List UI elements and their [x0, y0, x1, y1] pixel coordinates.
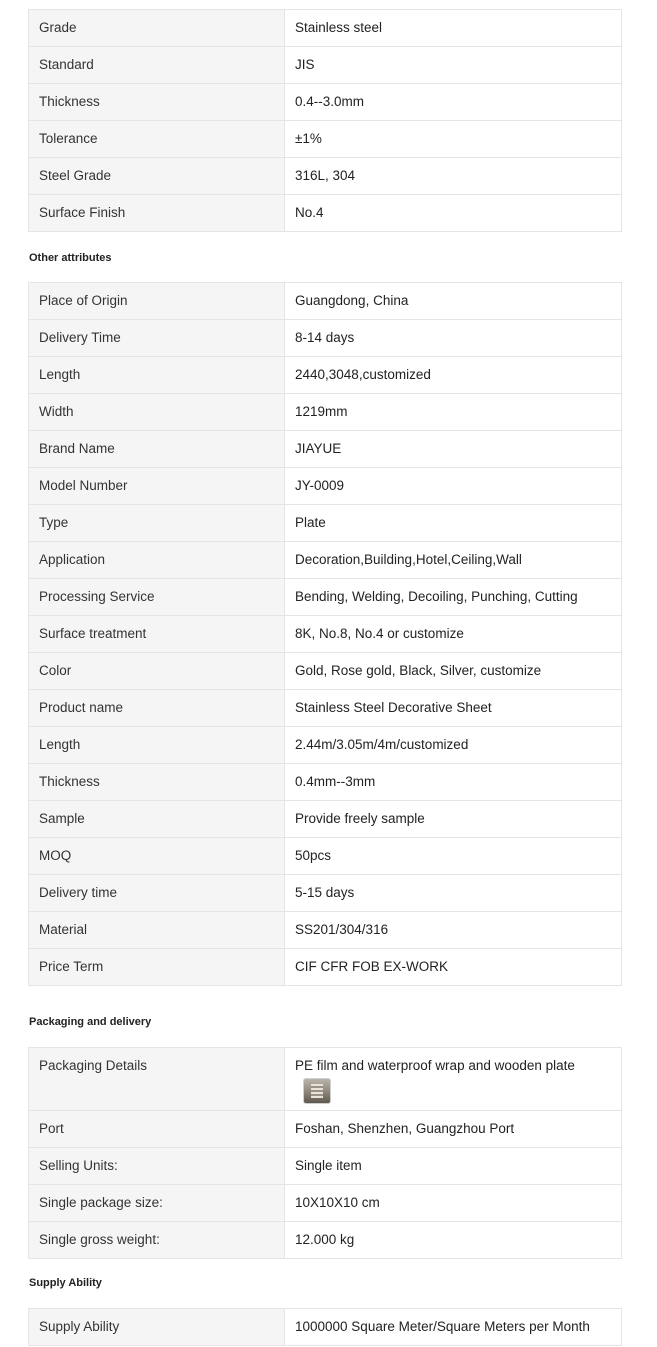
attr-value: CIF CFR FOB EX-WORK — [285, 949, 622, 986]
attr-value: JIS — [285, 47, 622, 84]
section-title-packaging: Packaging and delivery — [29, 1016, 152, 1028]
attr-key: Type — [29, 505, 285, 542]
table-row — [29, 283, 622, 320]
attr-key: Selling Units: — [29, 1148, 285, 1185]
attr-key: Place of Origin — [29, 283, 285, 320]
table-row — [29, 320, 622, 357]
table-row — [29, 1309, 622, 1346]
table-row — [29, 195, 622, 232]
section-title-supply-ability: Supply Ability — [29, 1277, 102, 1289]
attr-value: Stainless steel — [285, 10, 622, 47]
supply-ability-table — [28, 1308, 622, 1346]
table-row — [29, 431, 622, 468]
attr-key: Price Term — [29, 949, 285, 986]
table-row — [29, 690, 622, 727]
table-row — [29, 1048, 622, 1111]
attr-value: Provide freely sample — [285, 801, 622, 838]
attr-value: 8K, No.8, No.4 or customize — [285, 616, 622, 653]
attr-value: 1000000 Square Meter/Square Meters per Month — [285, 1309, 622, 1346]
attr-value: JIAYUE — [285, 431, 622, 468]
attr-key: Port — [29, 1111, 285, 1148]
attr-key: MOQ — [29, 838, 285, 875]
attr-key: Steel Grade — [29, 158, 285, 195]
attr-value: Guangdong, China — [285, 283, 622, 320]
table-row — [29, 1148, 622, 1185]
attr-value: Single item — [285, 1148, 622, 1185]
attr-value: 50pcs — [285, 838, 622, 875]
attr-key: Product name — [29, 690, 285, 727]
attr-value: Gold, Rose gold, Black, Silver, customize — [285, 653, 622, 690]
table-row — [29, 47, 622, 84]
table-row — [29, 912, 622, 949]
table-row — [29, 1185, 622, 1222]
table-row — [29, 764, 622, 801]
packaging-image-thumbnail[interactable] — [303, 1078, 331, 1104]
attr-value: 10X10X10 cm — [285, 1185, 622, 1222]
attr-key: Color — [29, 653, 285, 690]
attr-key: Width — [29, 394, 285, 431]
attr-key: Length — [29, 357, 285, 394]
attr-key: Standard — [29, 47, 285, 84]
attr-value: SS201/304/316 — [285, 912, 622, 949]
attr-key: Grade — [29, 10, 285, 47]
attr-value: Foshan, Shenzhen, Guangzhou Port — [285, 1111, 622, 1148]
table-row — [29, 121, 622, 158]
attr-value: Stainless Steel Decorative Sheet — [285, 690, 622, 727]
attr-key: Delivery time — [29, 875, 285, 912]
attr-value: JY-0009 — [285, 468, 622, 505]
table-row — [29, 158, 622, 195]
attr-value: PE film and waterproof wrap and wooden plate — [295, 1058, 575, 1073]
key-attributes-body — [29, 10, 622, 232]
attr-value: 1219mm — [285, 394, 622, 431]
attr-key: Tolerance — [29, 121, 285, 158]
attr-key: Thickness — [29, 764, 285, 801]
attr-value: 316L, 304 — [285, 158, 622, 195]
table-row — [29, 505, 622, 542]
attr-value: 12.000 kg — [285, 1222, 622, 1259]
attr-key: Thickness — [29, 84, 285, 121]
attr-value: 2440,3048,customized — [285, 357, 622, 394]
attr-key: Application — [29, 542, 285, 579]
table-row — [29, 801, 622, 838]
packaging-body — [29, 1048, 622, 1259]
table-row — [29, 875, 622, 912]
table-row — [29, 10, 622, 47]
attr-key: Single gross weight: — [29, 1222, 285, 1259]
attr-key: Supply Ability — [29, 1309, 285, 1346]
table-row — [29, 838, 622, 875]
other-attributes-body — [29, 283, 622, 986]
table-row — [29, 579, 622, 616]
attr-key: Material — [29, 912, 285, 949]
attr-value: 0.4--3.0mm — [285, 84, 622, 121]
attr-key: Packaging Details — [29, 1048, 285, 1111]
table-row — [29, 468, 622, 505]
other-attributes-table — [28, 282, 622, 986]
attr-key: Single package size: — [29, 1185, 285, 1222]
table-row — [29, 727, 622, 764]
attr-key: Surface Finish — [29, 195, 285, 232]
attr-key: Surface treatment — [29, 616, 285, 653]
packaging-table — [28, 1047, 622, 1259]
attr-value: 8-14 days — [285, 320, 622, 357]
attr-key: Length — [29, 727, 285, 764]
attr-value: ±1% — [285, 121, 622, 158]
table-row — [29, 84, 622, 121]
table-row — [29, 653, 622, 690]
supply-ability-body — [29, 1309, 622, 1346]
key-attributes-table — [28, 9, 622, 232]
attr-value: Decoration,Building,Hotel,Ceiling,Wall — [285, 542, 622, 579]
table-row — [29, 542, 622, 579]
attr-value: Bending, Welding, Decoiling, Punching, Cutting — [285, 579, 622, 616]
attr-key: Processing Service — [29, 579, 285, 616]
table-row — [29, 949, 622, 986]
attr-key: Model Number — [29, 468, 285, 505]
attr-value-cell — [285, 1048, 622, 1111]
attr-value: 5-15 days — [285, 875, 622, 912]
attr-value: 2.44m/3.05m/4m/customized — [285, 727, 622, 764]
attr-value: No.4 — [285, 195, 622, 232]
table-row — [29, 394, 622, 431]
attr-value: Plate — [285, 505, 622, 542]
table-row — [29, 1111, 622, 1148]
section-title-other-attributes: Other attributes — [29, 252, 112, 264]
attr-key: Delivery Time — [29, 320, 285, 357]
table-row — [29, 616, 622, 653]
attr-key: Brand Name — [29, 431, 285, 468]
table-row — [29, 357, 622, 394]
table-row — [29, 1222, 622, 1259]
attr-key: Sample — [29, 801, 285, 838]
attr-value: 0.4mm--3mm — [285, 764, 622, 801]
